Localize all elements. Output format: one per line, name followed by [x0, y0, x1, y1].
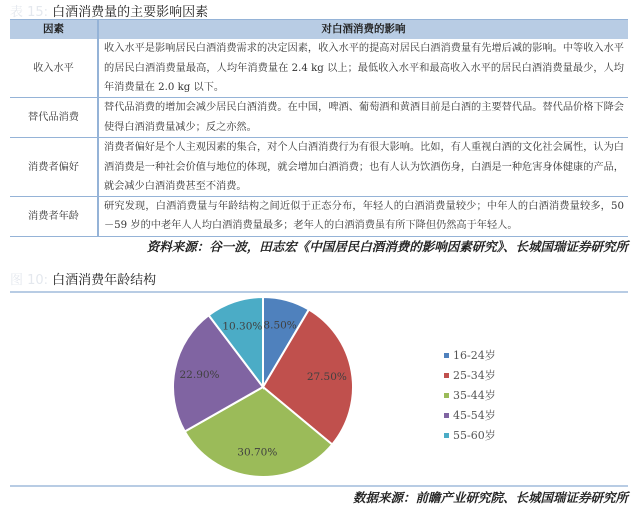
effect-cell: 替代品消费的增加会减少居民白酒消费。在中国，啤酒、葡萄酒和黄酒目前是白酒的主要替代品。替代品价格下降会使得白酒消费量减少；反之亦然。: [98, 98, 628, 138]
legend-swatch-icon: [444, 353, 449, 358]
table-row: [10, 197, 628, 237]
factor-cell: 收入水平: [10, 39, 98, 97]
table-title: [10, 1, 208, 20]
chart-legend: [444, 345, 496, 445]
effect-cell: 收入水平是影响居民白酒消费需求的决定因素，收入水平的提高对居民白酒消费量有先增后减的影响。中等收入水平的居民白酒消费量最高，人均年消费量在 2.4 kg 以上；最低收入水平和最高收入水平的居民白酒消费量最少，人均年消费量在 2.0 kg 以下。: [98, 39, 628, 97]
effect-cell: 消费者偏好是个人主观因素的集合，对个人白酒消费行为有很大影响。比如，有人重视白酒的文化社会属性，认为白酒消费是一种社会价值与地位的体现，就会增加白酒消费；也有人认为饮酒伤身，白酒是一种危害身体健康的产品，就会减少白酒消费甚至不消费。: [98, 138, 628, 197]
table-source-note: 资料来源：谷一波，田志宏《中国居民白酒消费的影响因素研究》、长城国瑞证券研究所: [146, 239, 628, 254]
table-header-row: [10, 20, 628, 40]
header-effect: 对白酒消费的影响: [98, 20, 628, 40]
legend-label: 16-24岁: [453, 349, 496, 362]
header-factor: 因素: [10, 20, 98, 40]
legend-swatch-icon: [444, 413, 449, 418]
pie-slice-label: 10.30%: [222, 320, 263, 333]
pie-chart: [160, 290, 360, 490]
legend-label: 45-54岁: [453, 409, 496, 422]
factor-cell: 消费者偏好: [10, 138, 98, 197]
legend-item: [444, 385, 496, 405]
chart-bottom-rule: [10, 485, 628, 487]
factors-table: [10, 19, 628, 237]
factor-cell: 消费者年龄: [10, 197, 98, 237]
chart-title: [10, 269, 156, 288]
legend-swatch-icon: [444, 393, 449, 398]
table-title-prefix: 表 15:: [10, 5, 49, 20]
pie-slice-label: 8.50%: [263, 319, 297, 332]
legend-label: 55-60岁: [453, 429, 496, 442]
pie-slice-label: 27.50%: [306, 370, 347, 383]
effect-cell: 研究发现，白酒消费量与年龄结构之间近似于正态分布，年轻人的白酒消费量较少；中年人的白酒消费量较多，50－59 岁的中老年人人均白酒消费量最多；老年人的白酒消费虽有所下降但仍然高于年轻人。: [98, 197, 628, 237]
legend-item: [444, 345, 496, 365]
table-row: [10, 98, 628, 138]
legend-swatch-icon: [444, 373, 449, 378]
legend-item: [444, 425, 496, 445]
legend-item: [444, 365, 496, 385]
pie-slice-label: 22.90%: [179, 368, 220, 381]
chart-title-text: 白酒消费年龄结构: [52, 273, 157, 288]
factor-cell: 替代品消费: [10, 98, 98, 138]
legend-item: [444, 405, 496, 425]
legend-label: 35-44岁: [453, 389, 496, 402]
table-row: [10, 138, 628, 197]
table-title-text: 白酒消费量的主要影响因素: [52, 5, 209, 20]
pie-slice-label: 30.70%: [237, 446, 278, 459]
legend-label: 25-34岁: [453, 369, 496, 382]
chart-title-prefix: 图 10:: [10, 273, 49, 288]
legend-swatch-icon: [444, 433, 449, 438]
chart-source-note: 数据来源：前瞻产业研究院、长城国瑞证券研究所: [352, 490, 628, 505]
table-row: [10, 39, 628, 97]
